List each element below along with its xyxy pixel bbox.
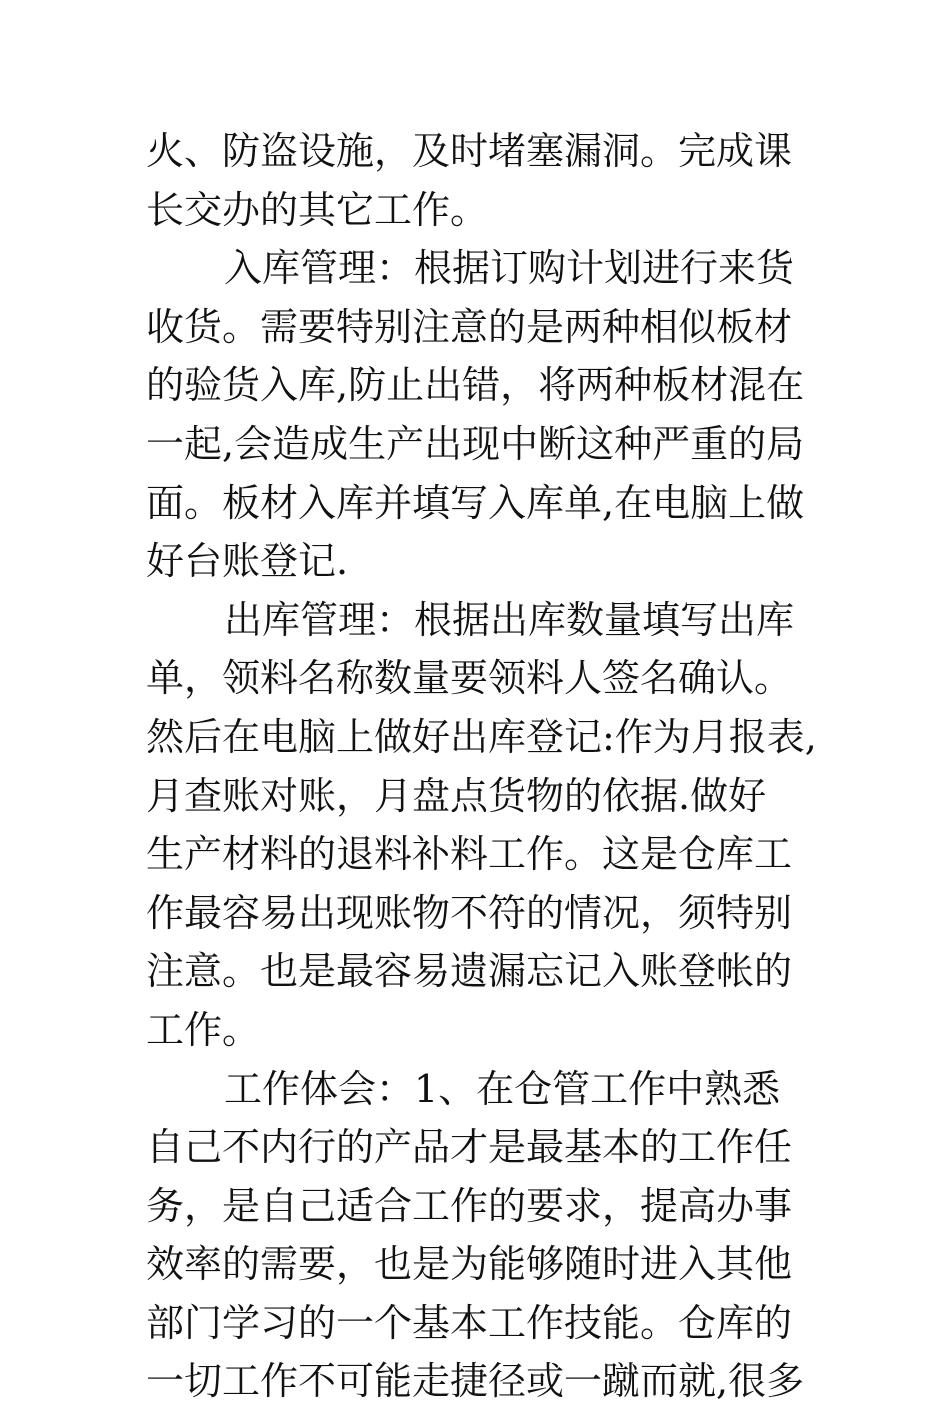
text-line: 单，领料名称数量要领料人签名确认。 [146,656,793,701]
text-line: 然后在电脑上做好出库登记:作为月报表, [146,714,817,759]
text-line: 面。板材入库并填写入库单,在电脑上做 [146,480,805,525]
text-line: 务，是自己适合工作的要求，提高办事 [146,1183,793,1228]
document-body-text [146,122,816,1411]
text-line: 注意。也是最容易遗漏忘记入账登帐的 [146,949,793,994]
paragraph-first-line: 出库管理：根据出库数量填写出库 [224,597,795,642]
text-line: 工作。 [146,1007,261,1052]
text-line: 生产材料的退料补料工作。这是仓库工 [146,832,793,877]
text-line: 自己不内行的产品才是最基本的工作任 [146,1125,793,1170]
text-line: 效率的需要，也是为能够随时进入其他 [146,1242,793,1287]
paragraph-first-line: 工作体会：1、在仓管工作中熟悉 [224,1066,781,1111]
text-line: 的验货入库,防止出错，将两种板材混在 [146,363,805,408]
paragraph-first-line: 入库管理：根据订购计划进行来货 [224,246,795,291]
text-line: 一起,会造成生产出现中断这种严重的局 [146,421,805,466]
text-line: 收货。需要特别注意的是两种相似板材 [146,304,793,349]
text-line: 部门学习的一个基本工作技能。仓库的 [146,1300,793,1345]
text-line: 火、防盗设施，及时堵塞漏洞。完成课 [146,129,793,173]
text-line: 长交办的其它工作。 [146,187,489,232]
text-line: 月查账对账，月盘点货物的依据.做好 [146,773,767,818]
text-line: 好台账登记. [146,539,349,584]
text-line: 作最容易出现账物不符的情况，须特别 [146,890,793,935]
text-line: 一切工作不可能走捷径或一蹴而就,很多 [146,1359,805,1404]
